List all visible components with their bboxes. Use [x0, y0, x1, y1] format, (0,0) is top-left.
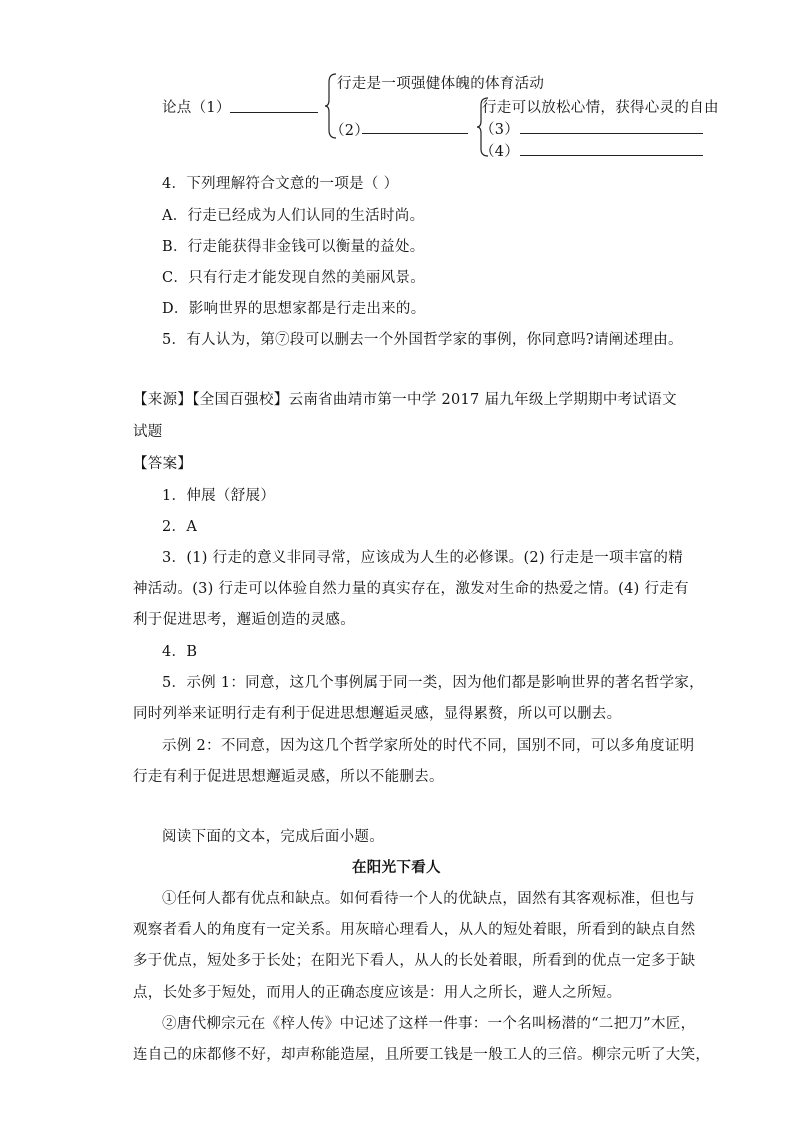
answer-1: 1．伸展（舒展）: [162, 488, 276, 504]
answer-3-line-3: 利于促进思考，邂逅创造的灵感。: [133, 612, 355, 628]
paragraph-2-line-1: ②唐代柳宗元在《梓人传》中记述了这样一件事：一个名叫杨潜的“二把刀”木匠，: [162, 1016, 696, 1032]
outline-label-1: 论点（1）: [162, 100, 231, 116]
outline-label-3: （3）: [480, 122, 520, 138]
answer-5-line-2: 同时列举来证明行走有利于促进思想邂逅灵感，显得累赘，所以可以删去。: [133, 706, 622, 722]
source-line-2: 试题: [133, 424, 163, 440]
passage-title: 在阳光下看人: [352, 859, 441, 876]
option-d: D．影响世界的思想家都是行走出来的。: [162, 301, 426, 317]
outline-item-1: 行走是一项强健体魄的体育活动: [337, 76, 545, 92]
answer-4: 4．B: [162, 644, 198, 660]
blank-line-3: [520, 133, 703, 134]
blank-line-1: [230, 112, 318, 113]
paragraph-1-line-3: 多于优点，短处多于长处；在阳光下看人，从人的长处着眼，所看到的优点一定多于缺: [133, 953, 696, 969]
outline-sub-1: 行走可以放松心情，获得心灵的自由: [482, 100, 719, 116]
paragraph-1-line-2: 观察者看人的角度有一定关系。用灰暗心理看人，从人的短处着眼，所看到的缺点自然: [133, 922, 696, 938]
answer-3-line-2: 神活动。(3) 行走可以体验自然力量的真实存在，激发对生命的热爱之情。(4) 行走有: [133, 581, 689, 597]
answer-3-line-1: 3．(1) 行走的意义非同寻常，应该成为人生的必修课。(2) 行走是一项丰富的精: [162, 550, 684, 566]
source-line-1: 【来源】【全国百强校】云南省曲靖市第一中学 2017 届九年级上学期期中考试语文: [133, 392, 677, 408]
paragraph-2-line-2: 连自己的床都修不好，却声称能造屋，且所要工钱是一般工人的三倍。柳宗元听了大笑，: [133, 1047, 711, 1063]
blank-line-4: [520, 155, 703, 156]
option-a: A．行走已经成为人们认同的生活时尚。: [162, 208, 425, 224]
answer-heading: 【答案】: [133, 456, 193, 472]
answer-2: 2．A: [162, 519, 198, 535]
blank-line-2: [362, 133, 468, 134]
question-5: 5．有人认为，第⑦段可以删去一个外国哲学家的事例，你同意吗?请阐述理由。: [162, 332, 683, 348]
answer-5-line-1: 5．示例 1：同意，这几个事例属于同一类，因为他们都是影响世界的著名哲学家，: [162, 675, 704, 691]
outline-label-4: （4）: [480, 144, 520, 160]
paragraph-1-line-1: ①任何人都有优点和缺点。如何看待一个人的优缺点，固然有其客观标准，但也与: [162, 891, 695, 907]
option-c: C．只有行走才能发现自然的美丽风景。: [162, 270, 425, 286]
question-4: 4．下列理解符合文意的一项是（ ）: [162, 176, 399, 192]
answer-5-line-3: 示例 2：不同意，因为这几个哲学家所处的时代不同，国别不同，可以多角度证明: [162, 738, 695, 754]
reading-intro: 阅读下面的文本，完成后面小题。: [162, 829, 384, 845]
outline-label-2: （2）: [330, 123, 370, 139]
paragraph-1-line-4: 点，长处多于短处，而用人的正确态度应该是：用人之所长，避人之所短。: [133, 985, 622, 1001]
option-b: B．行走能获得非金钱可以衡量的益处。: [162, 239, 425, 255]
answer-5-line-4: 行走有利于促进思想邂逅灵感，所以不能删去。: [133, 769, 444, 785]
